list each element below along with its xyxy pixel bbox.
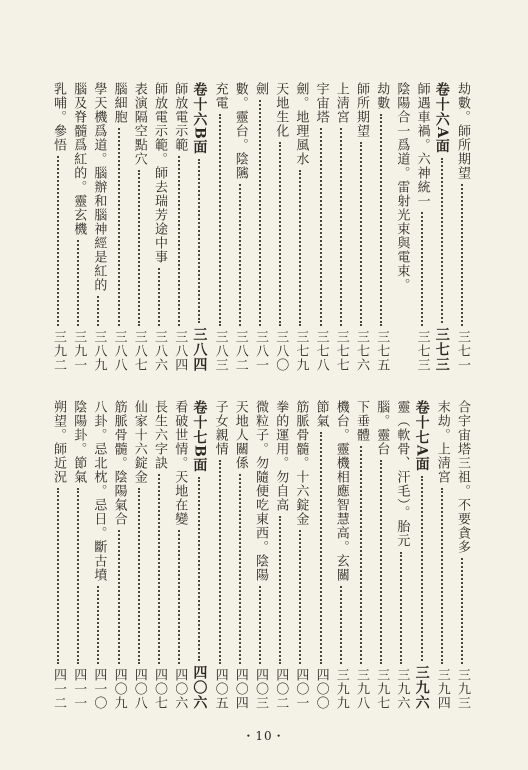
dot-leader xyxy=(461,558,463,664)
toc-entry-title: 上淸宮 xyxy=(333,82,349,124)
toc-entry-title: 充電 xyxy=(212,82,228,110)
toc-page-number: 三七三 xyxy=(433,327,450,372)
toc-entry xyxy=(250,400,270,710)
dot-leader xyxy=(198,159,200,323)
toc-entry xyxy=(68,82,88,372)
dot-leader xyxy=(219,460,221,664)
toc-entry xyxy=(68,400,88,710)
toc-entry xyxy=(351,82,371,372)
toc-page-number: 四〇八 xyxy=(131,668,147,710)
toc-page-number: 三八九 xyxy=(91,330,107,372)
toc-page-number: 三九八 xyxy=(354,668,369,710)
toc-page-number: 三九六 xyxy=(394,668,410,710)
toc-page-number: 三九七 xyxy=(374,668,390,710)
toc-page-number: 四〇七 xyxy=(152,668,167,710)
toc-page-number: 四〇九 xyxy=(111,668,127,710)
toc-entry xyxy=(452,400,472,710)
dot-leader xyxy=(198,477,200,661)
toc-page-number: 三八四 xyxy=(172,330,188,372)
toc-page-number: 四一二 xyxy=(51,668,66,710)
dot-leader xyxy=(118,530,120,664)
toc-entry xyxy=(48,82,68,372)
dot-leader xyxy=(178,156,180,326)
toc-entry-title: 下垂體 xyxy=(354,400,369,442)
toc-page-number: 三七八 xyxy=(313,330,329,372)
toc-entry-title: 長生六字訣 xyxy=(152,400,167,470)
toc-entry-title: 腦。靈台 xyxy=(374,400,390,456)
toc-entry-title: 卷十六A面 xyxy=(433,82,450,154)
toc-entry xyxy=(311,400,331,710)
toc-page-number: 三七三 xyxy=(414,330,430,372)
toc-page-number: 四〇六 xyxy=(191,665,208,710)
dot-leader xyxy=(360,446,362,664)
dot-leader xyxy=(259,100,261,326)
dot-leader xyxy=(97,586,99,664)
toc-page-number: 三七六 xyxy=(354,330,369,372)
toc-entry-title: 卷十六B面 xyxy=(191,82,208,155)
toc-page-number: 三七九 xyxy=(293,330,309,372)
toc-entry-title: 乳哺。參悟 xyxy=(51,82,66,152)
toc-entry-title: 劫數。師所期望 xyxy=(455,82,470,180)
dot-leader xyxy=(178,530,180,664)
toc-entry xyxy=(371,82,391,372)
toc-entry-title: 微粒子。勿隨便吃東西。陰陽 xyxy=(253,400,268,582)
toc-page-number: 四一一 xyxy=(71,668,87,710)
toc-entry xyxy=(109,82,129,372)
toc-page-number: 三八一 xyxy=(253,330,268,372)
toc-page-number: 四〇六 xyxy=(172,668,188,710)
toc-section-heading xyxy=(432,82,452,372)
toc-entry-title: 腦細胞 xyxy=(111,82,127,124)
toc-page-number: 三九四 xyxy=(434,668,450,710)
dot-leader xyxy=(299,530,301,664)
dot-leader xyxy=(461,184,463,326)
dot-leader xyxy=(138,170,140,326)
dot-leader xyxy=(441,488,443,664)
toc-entry xyxy=(129,82,149,372)
toc-entry-title: 腦及脊髓爲紅的。靈玄機 xyxy=(71,82,87,236)
dot-leader xyxy=(118,128,120,326)
dot-leader xyxy=(380,460,382,664)
toc-entry xyxy=(371,400,391,710)
toc-entry xyxy=(391,400,411,710)
toc-entry-title: 師所期望 xyxy=(354,82,369,138)
dot-leader xyxy=(421,212,423,326)
toc-entry xyxy=(311,82,331,372)
toc-entry xyxy=(452,82,472,372)
toc-entry-title: 八卦。忌北枕。忌日。斷古墳 xyxy=(91,400,107,582)
toc-entry xyxy=(270,82,290,372)
dot-leader xyxy=(138,488,140,664)
dot-leader xyxy=(299,170,301,326)
dot-leader xyxy=(158,268,160,326)
toc-entry xyxy=(88,400,108,710)
toc-page-number: 三八八 xyxy=(111,330,127,372)
dot-leader xyxy=(320,432,322,664)
toc-entry-title: 劍。地理風水 xyxy=(293,82,309,166)
toc-page-number: 三七五 xyxy=(374,330,390,372)
toc-section-heading xyxy=(189,400,209,710)
toc-entry-title: 天地人關係 xyxy=(232,400,248,470)
dot-leader xyxy=(97,296,99,326)
toc-page-number: 四〇一 xyxy=(293,668,309,710)
toc-page-number: 三七七 xyxy=(333,330,349,372)
toc-entry xyxy=(129,400,149,710)
toc-page-number: 四一〇 xyxy=(91,668,107,710)
dot-leader xyxy=(57,156,59,326)
toc-entry-title: 拳的運用。勿自高 xyxy=(273,400,289,512)
toc-page-number: 四〇三 xyxy=(253,668,268,710)
toc-entry-title: 劫數 xyxy=(374,82,390,110)
toc-entry-title: 師放電示範。師去瑞芳途中事 xyxy=(152,82,167,264)
toc-entry-title: 師放電示範 xyxy=(172,82,188,152)
toc-page-number: 三九三 xyxy=(455,668,470,710)
dot-leader xyxy=(77,240,79,326)
toc-entry-title: 學天機爲道。腦辦和腦神經是紅的 xyxy=(91,82,107,292)
toc-page-number: 四〇四 xyxy=(232,668,248,710)
toc-entry xyxy=(169,82,189,372)
toc-entry xyxy=(432,400,452,710)
toc-entry-title: 天地生化 xyxy=(273,82,289,138)
toc-entry-title: 師遇車禍。六神統一 xyxy=(414,82,430,208)
dot-leader xyxy=(340,128,342,326)
toc-entry xyxy=(210,82,230,372)
toc-entry xyxy=(250,82,270,372)
toc-page-number: 三八六 xyxy=(152,330,167,372)
toc-page-number: 三八三 xyxy=(212,330,228,372)
toc-entry-title: 陰陽卦。節氣 xyxy=(71,400,87,484)
toc-entry xyxy=(351,400,371,710)
toc-page-number: 四〇五 xyxy=(212,668,228,710)
toc-page-number: 三八二 xyxy=(232,330,248,372)
toc-entry xyxy=(109,400,129,710)
dot-leader xyxy=(441,158,443,323)
dot-leader xyxy=(239,474,241,664)
dot-leader xyxy=(360,142,362,326)
page-number: ・10・ xyxy=(242,729,286,743)
dot-leader xyxy=(279,516,281,664)
toc-entry xyxy=(210,400,230,710)
dot-leader xyxy=(259,586,261,664)
toc-entry-title: 末劫。上淸宮 xyxy=(434,400,450,484)
toc-entry xyxy=(290,82,310,372)
toc-entry-title: 宇宙塔 xyxy=(313,82,329,124)
dot-leader xyxy=(279,142,281,326)
dot-leader xyxy=(400,552,402,665)
toc-page-number: 四〇〇 xyxy=(313,668,329,710)
toc-entry-title: 看破世情。天地在變 xyxy=(172,400,188,526)
dot-leader xyxy=(421,476,423,661)
dot-leader xyxy=(340,586,342,664)
toc-page-number: 三九一 xyxy=(71,330,87,372)
toc-entry xyxy=(88,82,108,372)
toc-entry-title: 陰陽合一爲道。雷射光束與電束。 xyxy=(394,82,410,292)
dot-leader xyxy=(320,128,322,326)
toc-entry xyxy=(169,400,189,710)
toc-page-number: 三七一 xyxy=(455,330,470,372)
dot-leader xyxy=(77,488,79,664)
toc-entry xyxy=(230,82,250,372)
toc-entry xyxy=(331,400,351,710)
toc-entry-title: 表演隔空點穴 xyxy=(131,82,147,166)
dot-leader xyxy=(57,488,59,664)
toc-entry-title: 筋脈骨髓。陰陽氣合 xyxy=(111,400,127,526)
toc-page-number: 三八四 xyxy=(191,327,208,372)
toc-section-heading xyxy=(412,400,432,710)
toc-entry-title: 卷十七B面 xyxy=(191,400,208,473)
toc-entry-title: 機台。靈機相應智慧高。玄關 xyxy=(333,400,349,582)
toc-entry-title: 朔望。師近況 xyxy=(51,400,66,484)
toc-page-number: 三九九 xyxy=(333,668,349,710)
toc-entry-title: 筋脈骨髓。十六錠金 xyxy=(293,400,309,526)
toc-entry xyxy=(391,82,411,372)
toc-entry-title: 仙家十六錠金 xyxy=(131,400,147,484)
toc-section-heading xyxy=(189,82,209,372)
dot-leader xyxy=(380,114,382,326)
toc-entry-title: 節氣 xyxy=(313,400,329,428)
toc-entry xyxy=(412,82,432,372)
dot-leader xyxy=(158,474,160,664)
toc-page-number: 四〇二 xyxy=(273,668,289,710)
toc-page-number: 三九六 xyxy=(413,665,430,710)
toc-entry-title: 子女親情 xyxy=(212,400,228,456)
toc-entry-title: 合宇宙塔三祖。不要貪多 xyxy=(455,400,470,554)
toc-entry xyxy=(48,400,68,710)
toc-entry-title: 卷十七A面 xyxy=(413,400,430,472)
toc-entry-title: 劍 xyxy=(253,82,268,96)
dot-leader xyxy=(219,114,221,326)
toc-entry-title: 靈（軟骨、汗毛）。胎元 xyxy=(394,400,410,548)
toc-entry xyxy=(230,400,250,710)
toc-page-number: 三八七 xyxy=(131,330,147,372)
toc-entry xyxy=(270,400,290,710)
toc-page-number: 三八〇 xyxy=(273,330,289,372)
toc-entry xyxy=(149,400,169,710)
toc-entry-title: 數。靈台。陰隲 xyxy=(232,82,248,180)
toc-entry xyxy=(290,400,310,710)
toc-page-number: 三九二 xyxy=(51,330,66,372)
dot-leader xyxy=(239,184,241,326)
toc-entry xyxy=(331,82,351,372)
toc-entry xyxy=(149,82,169,372)
